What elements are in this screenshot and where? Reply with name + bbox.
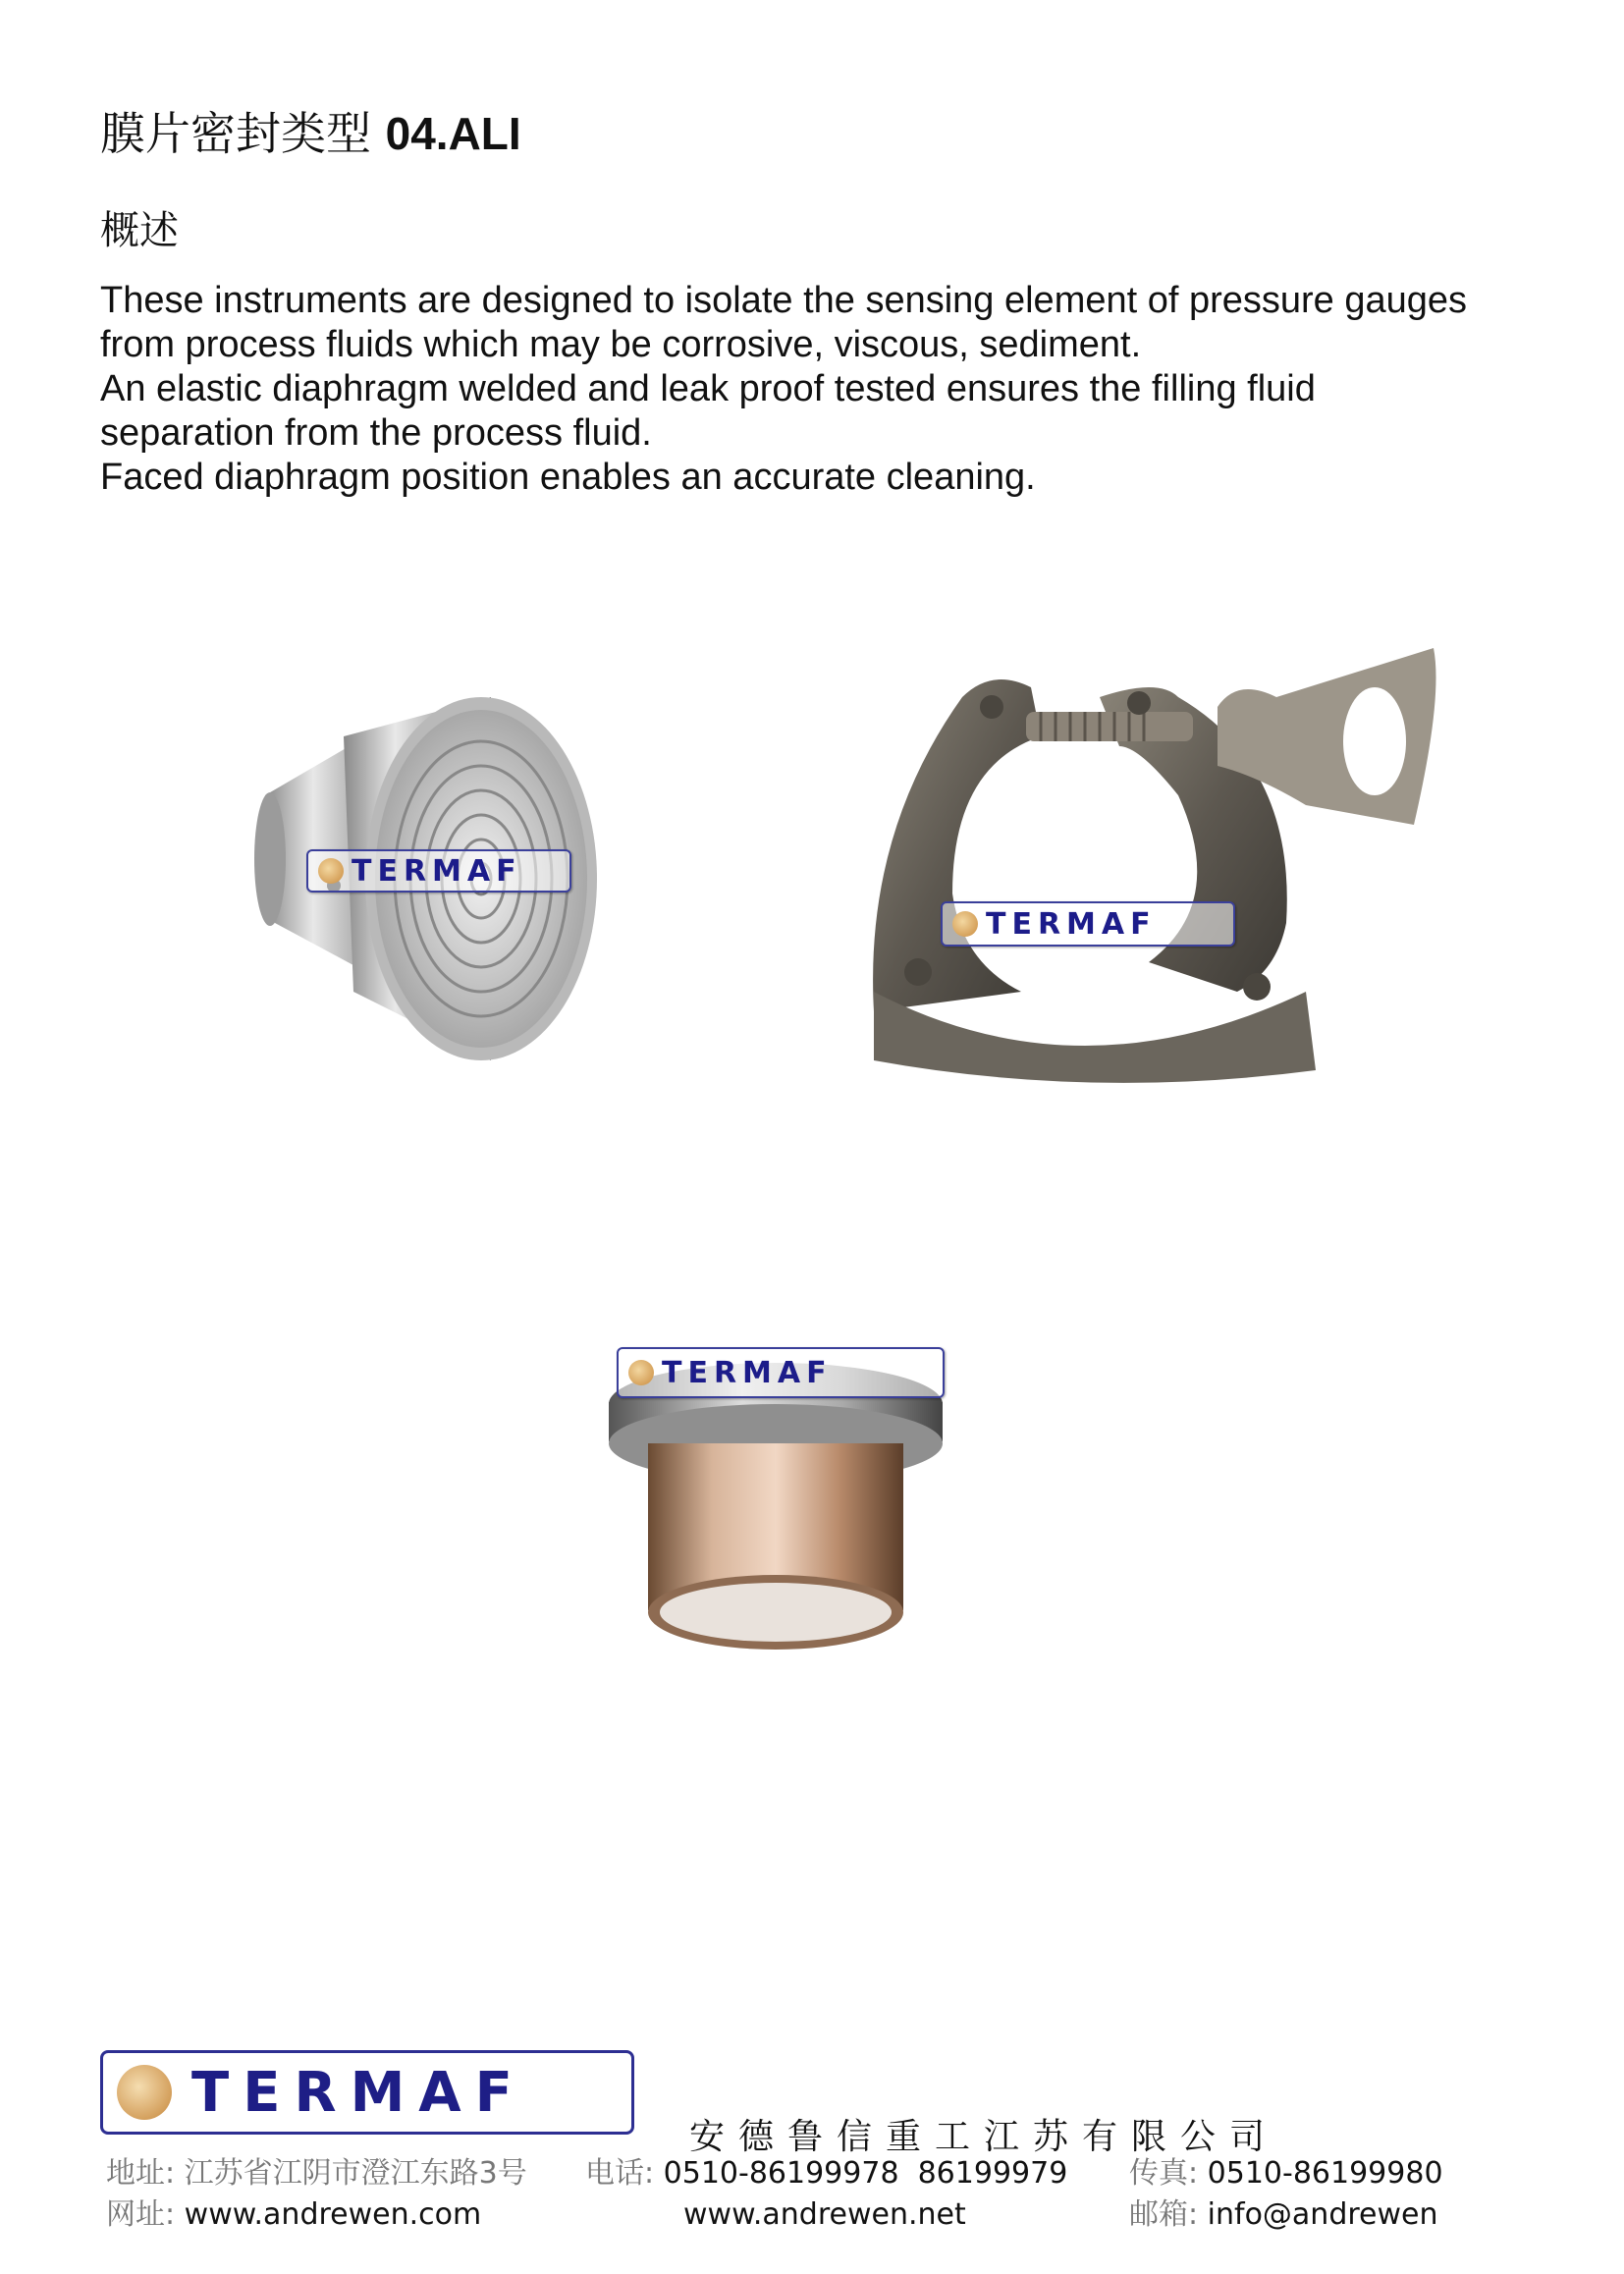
- address-row: [106, 2154, 527, 2193]
- termaf-watermark: [306, 849, 571, 893]
- address-value: 江苏省江阴市澄江东路3号: [184, 2156, 527, 2191]
- email-row: [1129, 2195, 1438, 2235]
- termaf-logo-icon: [628, 1360, 654, 1385]
- description-line: An elastic diaphragm welded and leak proof tested ensures the filling fluid: [100, 368, 1316, 409]
- page-title: [100, 106, 521, 161]
- web2-row: [683, 2195, 966, 2235]
- termaf-logo-icon: [952, 911, 978, 937]
- email-label: 邮箱:: [1129, 2197, 1199, 2232]
- logo-text: TERMAF: [191, 2060, 526, 2125]
- watermark-text: TERMAF: [352, 853, 522, 889]
- termaf-logo-icon: [318, 858, 344, 884]
- title-code: 04.ALI: [385, 108, 521, 159]
- phone-row: [585, 2154, 1067, 2193]
- description-line: from process fluids which may be corrosive, viscous, sediment.: [100, 324, 1142, 365]
- web-label: 网址:: [106, 2197, 176, 2232]
- fax-label: 传真:: [1129, 2156, 1199, 2191]
- description: [100, 279, 1573, 500]
- website-link[interactable]: www.andrewen.com: [184, 2197, 482, 2232]
- fax-row: [1129, 2154, 1443, 2193]
- email-link[interactable]: info@andrewen: [1207, 2197, 1438, 2232]
- phone-value: 0510-86199978 86199979: [663, 2156, 1068, 2191]
- description-line: These instruments are designed to isolate the sensing element of pressure gauges: [100, 280, 1468, 321]
- termaf-watermark: [941, 901, 1235, 947]
- fax-value: 0510-86199980: [1207, 2156, 1443, 2191]
- overview-heading: 概述: [100, 208, 179, 253]
- clamp-image: [844, 638, 1453, 1110]
- weld-spud-image: [599, 1355, 952, 1669]
- phone-label: 电话:: [585, 2156, 655, 2191]
- watermark-text: TERMAF: [986, 906, 1157, 942]
- watermark-text: TERMAF: [662, 1355, 833, 1390]
- description-line: separation from the process fluid.: [100, 412, 652, 454]
- termaf-logo-icon: [117, 2065, 172, 2120]
- web-row: [106, 2195, 481, 2235]
- address-label: 地址:: [106, 2156, 176, 2191]
- title-cn: 膜片密封类型: [100, 107, 371, 160]
- description-line: Faced diaphragm position enables an accurate cleaning.: [100, 457, 1036, 498]
- company-name: 安德鲁信重工江苏有限公司: [689, 2117, 1279, 2157]
- website-link-2[interactable]: www.andrewen.net: [683, 2197, 966, 2232]
- company-logo: [100, 2050, 634, 2135]
- termaf-watermark: [617, 1347, 945, 1398]
